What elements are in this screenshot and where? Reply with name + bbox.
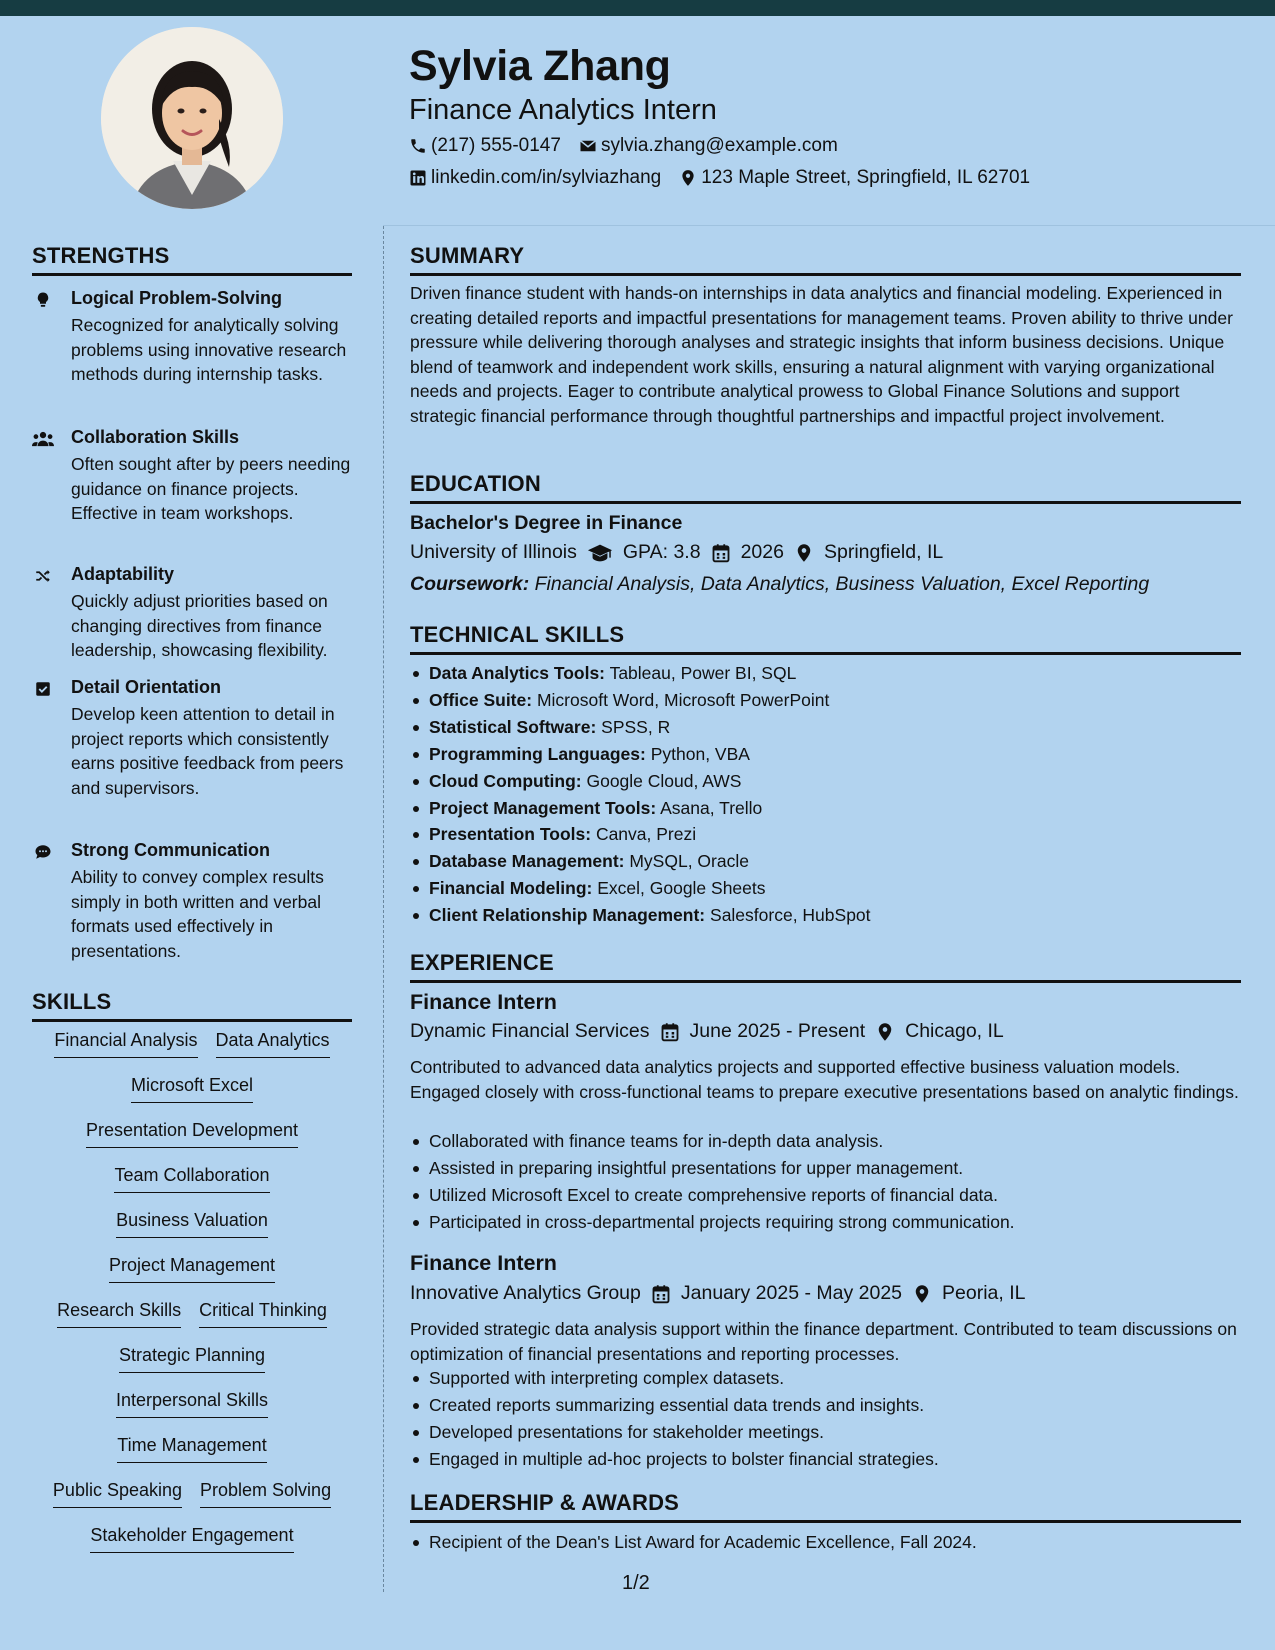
header-divider (383, 225, 1275, 226)
job-dates: January 2025 - May 2025 (680, 1282, 903, 1304)
school-name: University of Illinois (410, 541, 577, 563)
coursework-list: Financial Analysis, Data Analytics, Business Valuation, Excel Reporting (534, 573, 1150, 595)
technical-skill-label: Data Analytics Tools: (429, 663, 606, 683)
job-title: Finance Intern (410, 1251, 557, 1275)
lightbulb-icon (32, 291, 54, 309)
company-name: Innovative Analytics Group (410, 1282, 641, 1304)
contact-row-1 (409, 135, 838, 157)
technical-skill-value: Asana, Trello (660, 797, 763, 818)
skill-tag: Presentation Development (86, 1120, 298, 1148)
strength-desc: Ability to convey complex results simply in both written and verbal formats used effectively in presentations. (71, 867, 324, 961)
technical-skill-value: Microsoft Word, Microsoft PowerPoint (536, 689, 830, 710)
contact-row-2 (409, 167, 1030, 189)
technical-skill-item (410, 821, 1245, 848)
strength-desc: Recognized for analytically solving problems using innovative research methods during internship tasks. (71, 315, 347, 384)
job-bullet: Assisted in preparing insightful presentations for upper management. (410, 1155, 1245, 1182)
skill-row (32, 1210, 352, 1255)
column-divider (383, 226, 384, 1592)
skills-heading: SKILLS (32, 989, 352, 1022)
award-item: Recipient of the Dean's List Award for Academic Excellence, Fall 2024. (410, 1529, 1245, 1556)
grad-year: 2026 (740, 541, 784, 563)
checkbox-icon (32, 680, 54, 698)
technical-skill-label: Client Relationship Management: (429, 905, 706, 926)
map-pin-icon (794, 543, 814, 563)
skill-row (32, 1480, 352, 1525)
coursework (410, 573, 1149, 596)
experience-heading: EXPERIENCE (410, 950, 1241, 983)
job-bullets (410, 1128, 1245, 1236)
technical-skill-item (410, 875, 1245, 902)
top-accent-bar (0, 0, 1275, 16)
linkedin-text[interactable]: linkedin.com/in/sylviazhang (431, 167, 662, 188)
technical-skill-item (410, 848, 1245, 875)
users-icon (32, 430, 54, 448)
map-pin-icon (912, 1284, 932, 1304)
summary-heading: SUMMARY (410, 243, 1241, 276)
technical-skill-value: Excel, Google Sheets (597, 878, 766, 899)
technical-skill-label: Programming Languages: (429, 743, 646, 764)
technical-skill-value: Salesforce, HubSpot (710, 905, 871, 926)
technical-skill-item (410, 768, 1245, 795)
leadership-heading: LEADERSHIP & AWARDS (410, 1490, 1241, 1523)
coursework-label: Coursework: (410, 573, 530, 595)
skill-tag: Business Valuation (116, 1210, 268, 1238)
technical-skill-value: Canva, Prezi (595, 824, 697, 845)
shuffle-icon (32, 567, 54, 585)
strength-title: Collaboration Skills (71, 427, 240, 447)
skill-row (32, 1345, 352, 1390)
degree-title: Bachelor's Degree in Finance (410, 512, 683, 534)
technical-skill-value: SPSS, R (601, 716, 671, 737)
skill-tag: Project Management (109, 1255, 275, 1283)
technical-skill-label: Presentation Tools: (429, 824, 592, 845)
strength-title: Logical Problem-Solving (71, 288, 283, 308)
linkedin-icon (409, 169, 427, 187)
skill-tag: Strategic Planning (119, 1345, 265, 1373)
education-meta (410, 541, 943, 564)
skill-row (32, 1255, 352, 1300)
calendar-icon (711, 543, 731, 563)
skill-tag: Stakeholder Engagement (90, 1525, 293, 1553)
contact-email[interactable] (579, 135, 838, 157)
technical-skill-value: MySQL, Oracle (629, 851, 749, 872)
job-bullets (410, 1365, 1245, 1473)
technical-skill-label: Project Management Tools: (429, 797, 657, 818)
skill-tag: Critical Thinking (199, 1300, 327, 1328)
skill-tag: Interpersonal Skills (116, 1390, 268, 1418)
skills-list (32, 1030, 352, 1570)
phone-text: (217) 555-0147 (431, 135, 561, 156)
skill-tag: Research Skills (57, 1300, 181, 1328)
technical-skill-item (410, 687, 1245, 714)
skill-row (32, 1165, 352, 1210)
skill-tag: Financial Analysis (54, 1030, 197, 1058)
job-bullet: Participated in cross-departmental projects requiring strong communication. (410, 1209, 1245, 1236)
technical-skills-heading: TECHNICAL SKILLS (410, 622, 1241, 655)
strength-desc: Develop keen attention to detail in project reports which consistently earns positive feedback from peers and supervisors. (71, 704, 344, 798)
summary-text: Driven finance student with hands-on internships in data analytics and financial modeling. Experienced in creating detailed reports and impactful presentations for management teams. Proven ability to thrive under pressure while delivering thorough analyses and strategic insights that inform business decisions. Unique blend of teamwork and independent work skills, ensuring a natural alignment with varying organizational needs and projects. Eager to contribute analytical prowess to Global Finance Solutions and support strategic financial performance through thoughtful partnerships and impactful project involvement. (410, 283, 1233, 426)
profile-photo (101, 27, 283, 209)
strength-title: Strong Communication (71, 840, 270, 860)
gpa-text: GPA: 3.8 (622, 541, 701, 563)
contact-linkedin[interactable] (409, 167, 661, 189)
job-title: Finance Intern (410, 990, 557, 1014)
job-location: Chicago, IL (905, 1020, 1004, 1042)
skill-tag: Team Collaboration (114, 1165, 269, 1193)
map-pin-icon (679, 169, 697, 187)
skill-row (32, 1120, 352, 1165)
skill-row (32, 1525, 352, 1570)
map-pin-icon (875, 1022, 895, 1042)
contact-phone (409, 135, 561, 157)
skill-tag: Microsoft Excel (131, 1075, 253, 1103)
candidate-name: Sylvia Zhang (409, 42, 671, 90)
candidate-title: Finance Analytics Intern (409, 94, 717, 126)
skill-row (32, 1390, 352, 1435)
contact-address (679, 167, 1030, 189)
job-bullet: Supported with interpreting complex datasets. (410, 1365, 1245, 1392)
job-description: Provided strategic data analysis support within the finance department. Contributed to team discussions on optimization of financial presentations and reporting processes. (410, 1319, 1237, 1364)
education-heading: EDUCATION (410, 471, 1241, 504)
strength-title: Adaptability (71, 564, 175, 584)
company-name: Dynamic Financial Services (410, 1020, 650, 1042)
job-bullet: Developed presentations for stakeholder meetings. (410, 1419, 1245, 1446)
technical-skill-item (410, 741, 1245, 768)
job-description: Contributed to advanced data analytics projects and supported effective business valuation models. Engaged closely with cross-functional teams to prepare executive presentations based on analytic findings. (410, 1057, 1239, 1102)
skill-row (32, 1030, 352, 1075)
job-bullet: Collaborated with finance teams for in-depth data analysis. (410, 1128, 1245, 1155)
job-meta (410, 1020, 1004, 1043)
technical-skill-value: Google Cloud, AWS (586, 770, 742, 791)
technical-skill-value: Python, VBA (650, 743, 750, 764)
strength-desc: Often sought after by peers needing guidance on finance projects. Effective in team workshops. (71, 454, 351, 523)
technical-skill-item (410, 714, 1245, 741)
technical-skill-value: Tableau, Power BI, SQL (609, 663, 797, 683)
leadership-list (410, 1529, 1245, 1556)
job-bullet: Created reports summarizing essential data trends and insights. (410, 1392, 1245, 1419)
job-meta (410, 1282, 1026, 1305)
chat-icon (32, 843, 54, 861)
skill-row (32, 1300, 352, 1345)
skill-tag: Time Management (117, 1435, 266, 1463)
page-number: 1/2 (622, 1572, 650, 1594)
job-dates: June 2025 - Present (689, 1020, 866, 1042)
technical-skill-label: Office Suite: (429, 689, 533, 710)
calendar-icon (651, 1284, 671, 1304)
address-text: 123 Maple Street, Springfield, IL 62701 (701, 167, 1031, 188)
technical-skill-label: Financial Modeling: (429, 878, 593, 899)
technical-skills-list (410, 660, 1245, 929)
skill-row (32, 1075, 352, 1120)
strength-title: Detail Orientation (71, 677, 222, 697)
job-bullet: Engaged in multiple ad-hoc projects to bolster financial strategies. (410, 1446, 1245, 1473)
technical-skill-label: Statistical Software: (429, 716, 597, 737)
technical-skill-label: Database Management: (429, 851, 625, 872)
skill-tag: Public Speaking (53, 1480, 182, 1508)
calendar-icon (660, 1022, 680, 1042)
skill-tag: Problem Solving (200, 1480, 331, 1508)
technical-skill-item (410, 795, 1245, 822)
strength-desc: Quickly adjust priorities based on changing directives from finance leadership, showcasing flexibility. (71, 591, 328, 660)
skill-row (32, 1435, 352, 1480)
graduation-cap-icon (587, 543, 613, 563)
job-bullet: Utilized Microsoft Excel to create comprehensive reports of financial data. (410, 1182, 1245, 1209)
technical-skill-item (410, 902, 1245, 929)
school-location: Springfield, IL (823, 541, 944, 563)
technical-skill-item (410, 660, 1245, 687)
phone-icon (409, 137, 427, 155)
envelope-icon (579, 137, 597, 155)
job-location: Peoria, IL (942, 1282, 1026, 1304)
skill-tag: Data Analytics (216, 1030, 330, 1058)
technical-skill-label: Cloud Computing: (429, 770, 582, 791)
strengths-heading: STRENGTHS (32, 243, 352, 276)
email-text[interactable]: sylvia.zhang@example.com (600, 135, 838, 156)
